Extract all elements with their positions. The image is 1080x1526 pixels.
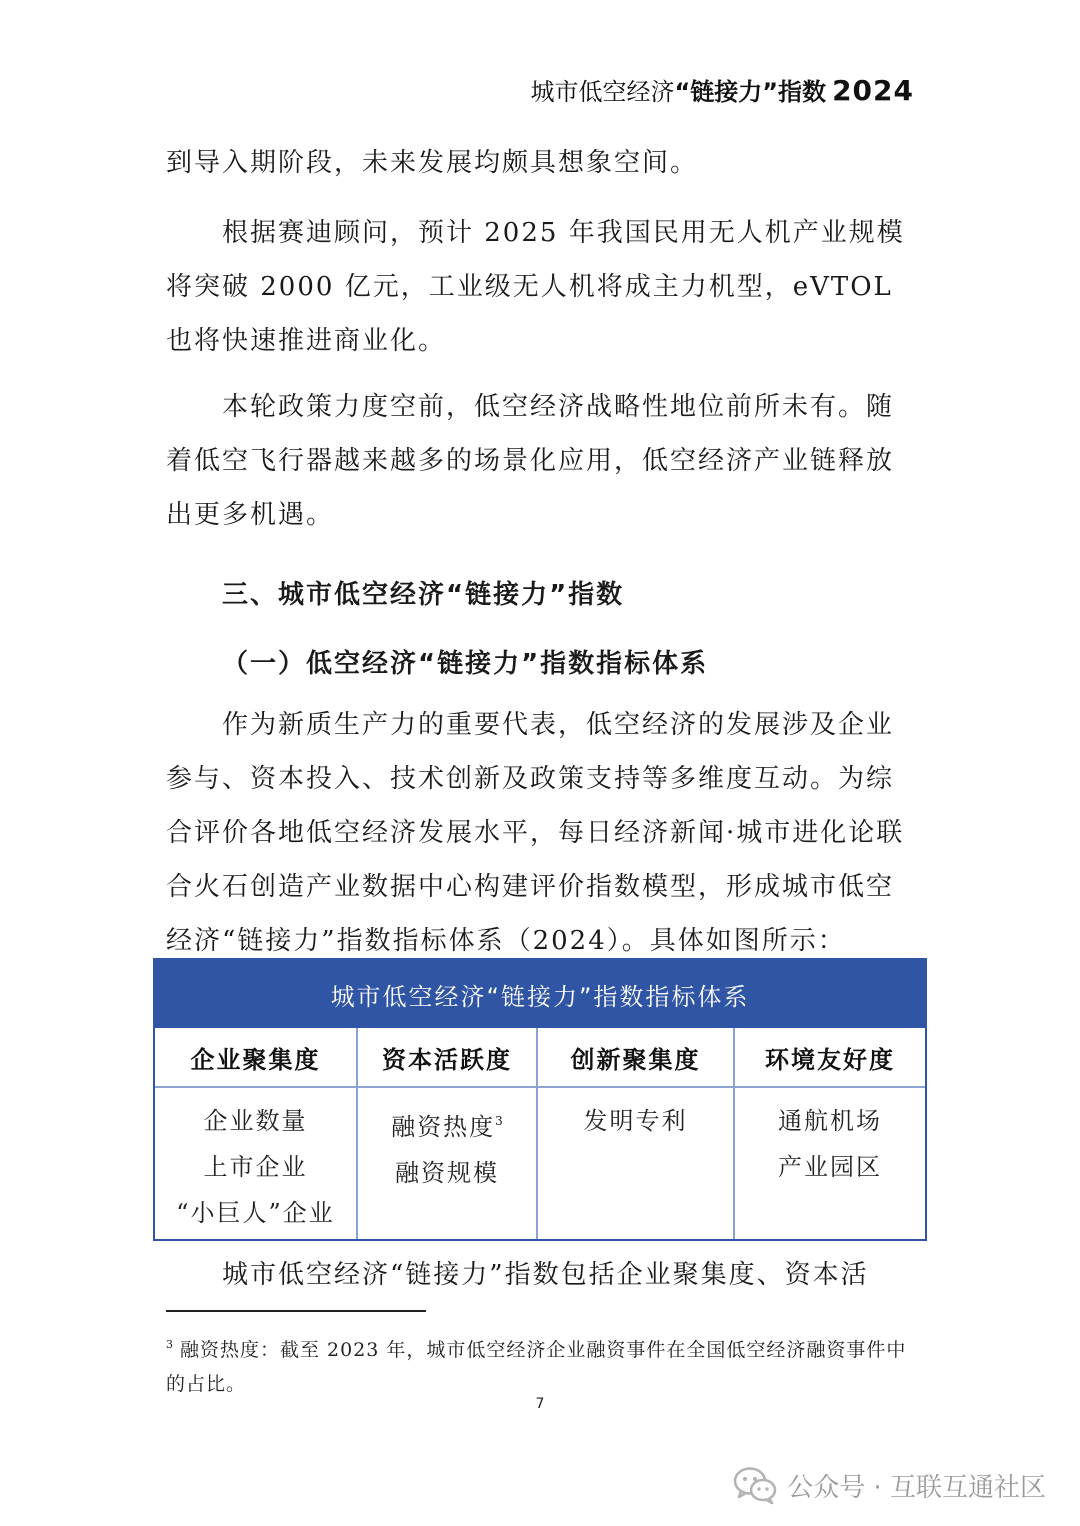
- header-year: 2024: [832, 74, 914, 107]
- indicator-item: 产业园区: [778, 1153, 882, 1181]
- section-heading: 三、城市低空经济“链接力”指数: [222, 580, 625, 610]
- wechat-icon: [733, 1465, 777, 1505]
- column-header: 创新聚集度: [538, 1028, 733, 1088]
- paragraph-4: 作为新质生产力的重要代表，低空经济的发展涉及企业参与、资本投入、技术创新及政策支持等多维度互动。为综合评价各地低空经济发展水平，每日经济新闻·城市进化论联合火石创造产业数据中心构建评价指数模型，形成城市低空经济“链接力”指数指标体系（2024）。具体如图所示：: [166, 710, 905, 956]
- header-title-highlight: “链接力”指数: [674, 78, 827, 106]
- indicator-item: [358, 1098, 536, 1150]
- paragraph-2: 根据赛迪顾问，预计 2025 年我国民用无人机产业规模将突破 2000 亿元，工业级无人机将成主力机型，eVTOL 也将快速推进商业化。: [166, 218, 905, 356]
- watermark: [733, 1460, 1046, 1510]
- indicator-item: “小巨人”企业: [176, 1199, 335, 1227]
- index-system-table: [153, 958, 927, 1241]
- footnote-reference[interactable]: 3: [495, 1114, 503, 1128]
- subsection-heading: （一）低空经济“链接力”指数指标体系: [222, 649, 709, 679]
- table-column-environment: [735, 1028, 925, 1239]
- paragraph-1: 到导入期阶段，未来发展均颇具想象空间。: [166, 148, 699, 178]
- column-header: 企业聚集度: [155, 1028, 356, 1088]
- footnote: [166, 1328, 916, 1401]
- indicator-item: 通航机场: [778, 1107, 882, 1135]
- indicator-item: 融资规模: [395, 1159, 499, 1187]
- footnote-number: 3: [166, 1338, 174, 1351]
- indicator-item-text: 融资热度: [391, 1113, 496, 1141]
- table-title: 城市低空经济“链接力”指数指标体系: [155, 960, 925, 1028]
- table-column-innovation: [538, 1028, 735, 1239]
- paragraph-5: 城市低空经济“链接力”指数包括企业聚集度、资本活: [222, 1260, 869, 1290]
- footnote-text: 融资热度：截至 2023 年，城市低空经济企业融资事件在全国低空经济融资事件中的占比。: [166, 1339, 907, 1395]
- watermark-text: 公众号 · 互联互通社区: [787, 1472, 1046, 1503]
- running-header: [531, 72, 914, 107]
- indicator-item: 企业数量: [203, 1107, 308, 1135]
- column-header: 环境友好度: [735, 1028, 925, 1088]
- header-title-prefix: 城市低空经济: [530, 78, 675, 106]
- column-header: 资本活跃度: [358, 1028, 536, 1088]
- table-column-enterprise: [155, 1028, 358, 1239]
- table-column-capital: [358, 1028, 538, 1239]
- indicator-item: 上市企业: [203, 1153, 308, 1181]
- page-number: 7: [535, 1396, 545, 1412]
- paragraph-3: 本轮政策力度空前，低空经济战略性地位前所未有。随着低空飞行器越来越多的场景化应用，低空经济产业链释放出更多机遇。: [166, 392, 895, 530]
- indicator-item: 发明专利: [583, 1107, 688, 1135]
- footnote-divider: [166, 1310, 426, 1312]
